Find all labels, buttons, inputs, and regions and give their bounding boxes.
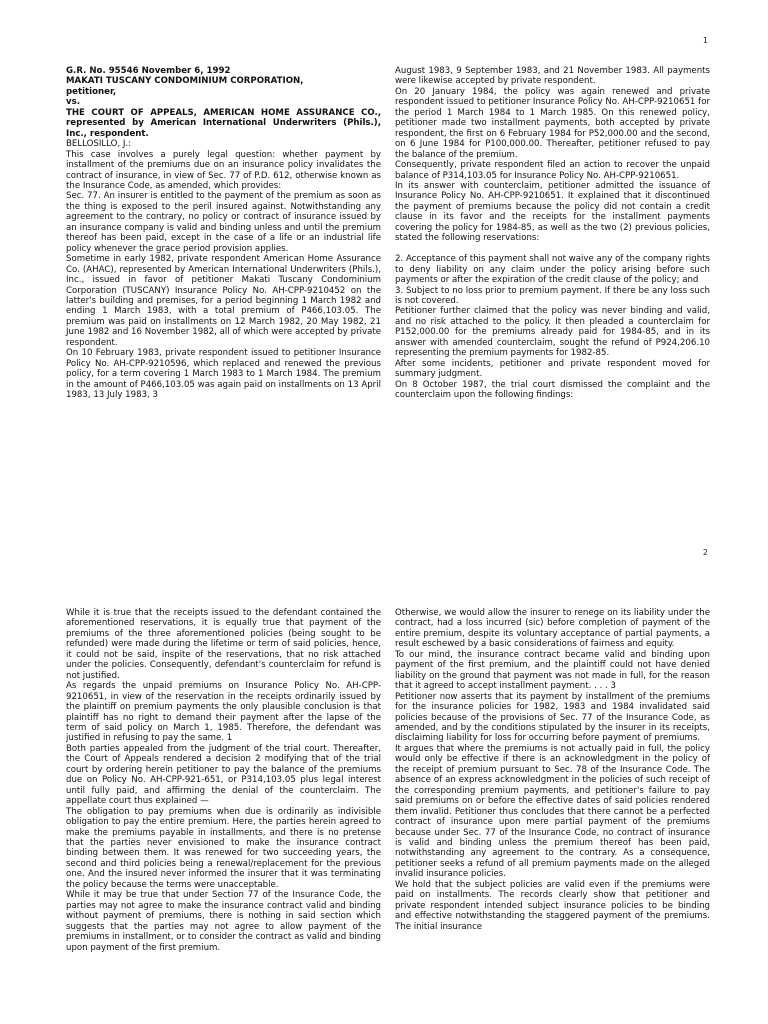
paragraph: Sec. 77. An insurer is entitled to the payment of the premium as soon as the thing is exposed to the peril insured against. Notwithstanding any agreement to the contrary, no policy or contract of insurance issued by an insurance company is valid and binding unless and until the premium thereof has been paid, except in the case of a life or an industrial life policy whenever the grace period provision applies. (66, 191, 381, 254)
petitioner-name: MAKATI TUSCANY CONDOMINIUM CORPORATION, (66, 76, 304, 87)
paragraph: While it may be true that under Section 77 of the Insurance Code, the parties may not agree to make the insurance contract valid and binding without payment of premiums, there is nothing in said section which suggests that the parties may not agree to allow payment of the premiums in installment, or to consider the contract as valid and binding upon payment of the first premium. (66, 890, 381, 953)
right-column (395, 608, 710, 1024)
left-column (66, 66, 381, 512)
paragraph: To our mind, the insurance contract became valid and binding upon payment of the first premium, and the plaintiff could not have denied liability on the ground that payment was not made in full, for the reason that it agreed to accept installment payment. . . . 3 (395, 649, 710, 692)
paragraph: Both parties appealed from the judgment of the trial court. Thereafter, the Court of Appeals rendered a decision 2 modifying that of the trial court by ordering herein petitioner to pay the balance of the premiums due on Policy No. AH-CPP-921-651, or P314,103.05 plus legal interest until fully paid, and affirming the denial of the counterclaim. The appellate court thus explained — (66, 743, 381, 807)
paragraph: On 8 October 1987, the trial court dismissed the complaint and the counterclaim upon the following findings: (395, 379, 710, 401)
paragraph: The obligation to pay premiums when due is ordinarily as indivisible obligation to pay the entire premium. Here, the parties herein agreed to make the premiums payable in installments, and there is no pretense that the parties never envisioned to make the insurance contract binding between them. It was renewed for two succeeding years, the second and third policies being a renewal/replacement for the previous one. And the insured never informed the insurer that it was terminating the policy because the terms were unacceptable. (66, 806, 381, 890)
page-2-columns (66, 608, 710, 1024)
paragraph: As regards the unpaid premiums on Insurance Policy No. AH-CPP-9210651, in view of the reservation in the receipts ordinarily issued by the plaintiff on premium payments the only plausible conclusion is that plaintiff has no right to demand their payment after the lapse of the term of said policy on March 1, 1985. Therefore, the defendant was justified in refusing to pay the same. 1 (66, 681, 381, 744)
paragraph: On 20 January 1984, the policy was again renewed and private respondent issued to petitioner Insurance Policy No. AH-CPP-9210651 for the period 1 March 1984 to 1 March 1985. On this renewed policy, petitioner made two installment payments, both accepted by private respondent, the first on 6 February 1984 for P52,000.00 and the second, on 6 June 1984 for P100,000.00. Thereafter, petitioner refused to pay the balance of the premium. (395, 86, 710, 160)
paragraph: This case involves a purely legal question: whether payment by installment of the premiums due on an insurance policy invalidates the contract of insurance, in view of Sec. 77 of P.D. 612, otherwise known as the Insurance Code, as amended, which provides: (66, 149, 381, 191)
paragraph: BELLOSILLO, J.: (66, 139, 132, 150)
paragraph: Otherwise, we would allow the insurer to renege on its liability under the contract, had a loss incurred (sic) before completion of payment of the entire premium, despite its voluntary acceptance of partial payments, a result eschewed by a basic considerations of fairness and equity. (395, 608, 710, 650)
paragraph: Petitioner further claimed that the policy was never binding and valid, and no risk attached to the policy. It then pleaded a counterclaim for P152,000.00 for the premiums already paid for 1984-85, and in its answer with amended counterclaim, sought the refund of P924,206.10 representing the premium payments for 1982-85. (395, 306, 710, 359)
page-1-columns (66, 66, 710, 512)
case-number: G.R. No. 95546 November 6, 1992 (66, 66, 231, 76)
reservation-item: 3. Subject to no loss prior to premium payment. If there be any loss such is not covered. (395, 285, 710, 306)
blank-line (395, 244, 710, 254)
page-number: 1 (702, 36, 708, 45)
paragraph: It argues that where the premiums is not actually paid in full, the policy would only be effective if there is an acknowledgment in the policy of the receipt of premium pursuant to Sec. 78 of the Insurance Code. The absence of an express acknowledgment in the policies of such receipt of the corresponding premium payments, and petitioner's failure to pay said premiums on or before the effective dates of said policies rendered them invalid. Petitioner thus concludes that there cannot be a perfected contract of insurance upon mere partial payment of the premiums because under Sec. 77 of the Insurance Code, no contract of insurance is valid and binding unless the premium thereof has been paid, notwithstanding any agreement to the contrary. As a consequence, petitioner seeks a refund of all premium payments made on the alleged invalid insurance policies. (395, 743, 710, 880)
paragraph: August 1983, 9 September 1983, and 21 November 1983. All payments were likewise accepted by private respondent. (395, 66, 710, 87)
paragraph: On 10 February 1983, private respondent issued to petitioner Insurance Policy No. AH-CPP-9210596, which replaced and renewed the previous policy, for a term covering 1 March 1983 to 1 March 1984. The premium in the amount of P466,103.05 was again paid on installments on 13 April 1983, 13 July 1983, 3 (66, 348, 381, 401)
page-number: 2 (702, 548, 708, 557)
paragraph: Consequently, private respondent filed an action to recover the unpaid balance of P314,103.05 for Insurance Policy No. AH-CPP-9210651. (395, 160, 710, 181)
paragraph: In its answer with counterclaim, petitioner admitted the issuance of Insurance Policy No. AH-CPP-9210651. It explained that it discontinued the payment of premiums because the policy did not contain a credit clause in its favor and the receipts for the installment payments covering the policy for 1984-85, as well as the two (2) previous policies, stated the following reservations: (395, 180, 710, 244)
right-column (395, 66, 710, 512)
paragraph: After some incidents, petitioner and private respondent moved for summary judgment. (395, 358, 710, 380)
versus: vs. (66, 97, 80, 108)
paragraph: We hold that the subject policies are valid even if the premiums were paid on installments. The records clearly show that petitioner and private respondent intended subject insurance policies to be binding and effective notwithstanding the staggered payment of the premiums. The initial insurance (395, 879, 710, 932)
reservation-item: 2. Acceptance of this payment shall not waive any of the company rights to deny liability on any claim under the policy arising before such payments or after the expiration of the credit clause of the policy; and (395, 254, 710, 286)
petitioner-label: petitioner, (66, 86, 117, 97)
paragraph: Petitioner now asserts that its payment by installment of the premiums for the insurance policies for 1982, 1983 and 1984 invalidated said policies because of the provisions of Sec. 77 of the Insurance Code, as amended, and by the conditions stipulated by the insurer in its receipts, disclaiming liability for loss for occurring before payment of premiums. (395, 691, 710, 744)
respondent-line: THE COURT OF APPEALS, AMERICAN HOME ASSURANCE CO., represented by American International Underwriters (Phils.), Inc., respondent. (66, 107, 381, 139)
left-column (66, 608, 381, 1024)
paragraph: While it is true that the receipts issued to the defendant contained the aforementioned reservations, it is equally true that payment of the premiums of the three aforementioned policies (being sought to be refunded) were made during the lifetime or term of said policies, hence, it could not be said, inspite of the reservations, that no risk attached under the policies. Consequently, defendant's counterclaim for refund is not justified. (66, 608, 381, 681)
document-page-2 (0, 512, 768, 1024)
paragraph: Sometime in early 1982, private respondent American Home Assurance Co. (AHAC), represented by American International Underwriters (Phils.), Inc., issued in favor of petitioner Makati Tuscany Condominium Corporation (TUSCANY) Insurance Policy No. AH-CPP-9210452 on the latter's building and premises, for a period beginning 1 March 1982 and ending 1 March 1983, with a total premium of P466,103.05. The premium was paid on installments on 12 March 1982, 20 May 1982, 21 June 1982 and 16 November 1982, all of which were accepted by private respondent. (66, 254, 381, 348)
